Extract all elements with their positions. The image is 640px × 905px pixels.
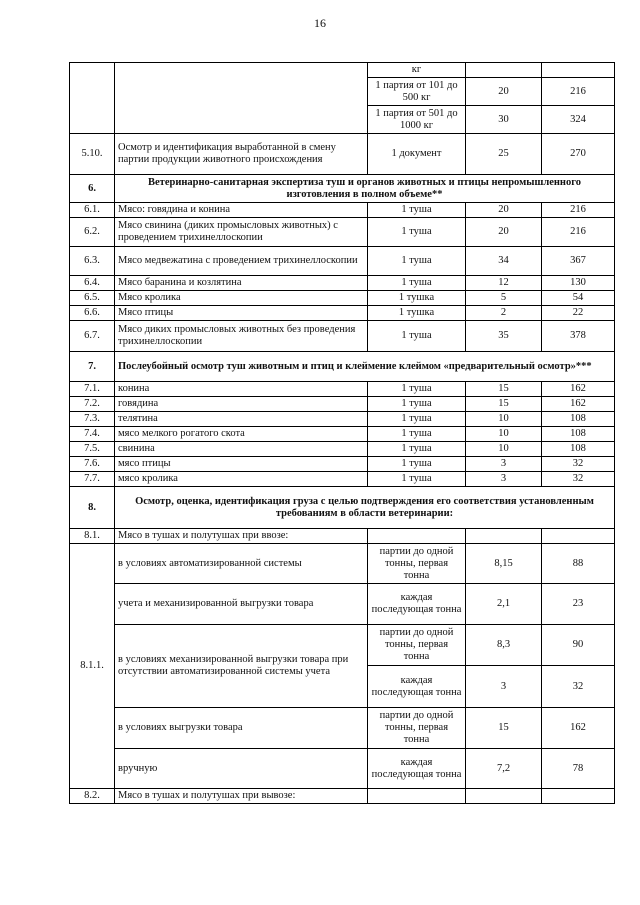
table-row [70, 529, 615, 544]
table-row [70, 203, 615, 218]
unit-cell: партии до одной тонны, первая тонна [368, 625, 466, 666]
value-a-cell: 15 [466, 382, 542, 397]
value-a-cell: 8,3 [466, 625, 542, 666]
unit-cell: 1 туша [368, 321, 466, 352]
num-cell: 7.1. [70, 382, 115, 397]
value-b-cell: 216 [542, 203, 615, 218]
table-row [70, 321, 615, 352]
name-cell: учета и механизированной выгрузки товара [115, 584, 368, 625]
value-a-cell: 10 [466, 412, 542, 427]
table-row [70, 708, 615, 749]
value-b-cell: 162 [542, 382, 615, 397]
num-cell: 6.7. [70, 321, 115, 352]
unit-cell: 1 документ [368, 134, 466, 175]
value-b-cell [542, 63, 615, 78]
table-row [70, 397, 615, 412]
value-a-cell: 20 [466, 203, 542, 218]
unit-cell: 1 тушка [368, 291, 466, 306]
value-b-cell: 108 [542, 412, 615, 427]
name-cell: Мясо птицы [115, 306, 368, 321]
num-cell: 6.6. [70, 306, 115, 321]
table-row [70, 749, 615, 789]
table-row [70, 291, 615, 306]
table-row [70, 247, 615, 276]
section-row [70, 175, 615, 203]
value-a-cell [466, 63, 542, 78]
unit-cell: 1 туша [368, 457, 466, 472]
section-title: Осмотр, оценка, идентификация груза с целью подтверждения его соответствия установленным требованиям в области ветеринарии: [115, 487, 615, 529]
name-cell: Мясо свинина (диких промысловых животных) с проведением трихинеллоскопии [115, 218, 368, 247]
value-a-cell: 30 [466, 106, 542, 134]
name-cell: мясо птицы [115, 457, 368, 472]
name-cell: Осмотр и идентификация выработанной в смену партии продукции животного происхождения [115, 134, 368, 175]
name-cell: Мясо баранина и козлятина [115, 276, 368, 291]
value-b-cell: 270 [542, 134, 615, 175]
table-row [70, 306, 615, 321]
value-b-cell: 367 [542, 247, 615, 276]
unit-cell: 1 туша [368, 218, 466, 247]
name-cell: свинина [115, 442, 368, 457]
value-b-cell [542, 789, 615, 804]
value-a-cell: 2,1 [466, 584, 542, 625]
value-a-cell: 35 [466, 321, 542, 352]
value-b-cell: 23 [542, 584, 615, 625]
num-cell: 6.3. [70, 247, 115, 276]
value-b-cell: 108 [542, 427, 615, 442]
unit-cell: 1 туша [368, 276, 466, 291]
value-b-cell: 378 [542, 321, 615, 352]
value-b-cell: 162 [542, 397, 615, 412]
table-row [70, 789, 615, 804]
section-title: Ветеринарно-санитарная экспертиза туш и органов животных и птицы непромышленного изготовления в полном объеме** [115, 175, 615, 203]
value-b-cell: 130 [542, 276, 615, 291]
num-cell: 6.4. [70, 276, 115, 291]
value-b-cell: 32 [542, 666, 615, 708]
num-cell: 7.5. [70, 442, 115, 457]
unit-cell: 1 туша [368, 397, 466, 412]
name-cell: мясо кролика [115, 472, 368, 487]
value-a-cell: 3 [466, 457, 542, 472]
name-cell: Мясо медвежатина с проведением трихинеллоскопии [115, 247, 368, 276]
value-b-cell: 54 [542, 291, 615, 306]
value-b-cell: 108 [542, 442, 615, 457]
num-cell: 6.1. [70, 203, 115, 218]
name-cell: в условиях механизированной выгрузки товара при отсутствии автоматизированной системы учета [115, 625, 368, 708]
value-a-cell: 25 [466, 134, 542, 175]
table-row [70, 457, 615, 472]
name-cell: конина [115, 382, 368, 397]
name-cell: Мясо диких промысловых животных без проведения трихинеллоскопии [115, 321, 368, 352]
value-a-cell: 5 [466, 291, 542, 306]
value-b-cell: 216 [542, 218, 615, 247]
num-cell: 8.2. [70, 789, 115, 804]
value-a-cell: 20 [466, 218, 542, 247]
unit-cell [368, 789, 466, 804]
section-num: 7. [70, 352, 115, 382]
num-cell: 5.10. [70, 134, 115, 175]
unit-cell: кг [368, 63, 466, 78]
table-row [70, 218, 615, 247]
value-a-cell: 7,2 [466, 749, 542, 789]
num-cell: 6.5. [70, 291, 115, 306]
name-cell: вручную [115, 749, 368, 789]
name-cell: телятина [115, 412, 368, 427]
value-b-cell: 88 [542, 544, 615, 584]
table-row [70, 544, 615, 584]
section-num: 8. [70, 487, 115, 529]
num-cell: 6.2. [70, 218, 115, 247]
section-row [70, 487, 615, 529]
value-a-cell: 8,15 [466, 544, 542, 584]
table-row [70, 412, 615, 427]
num-cell: 8.1.1. [70, 544, 115, 789]
name-cell: Мясо кролика [115, 291, 368, 306]
num-cell: 7.7. [70, 472, 115, 487]
value-b-cell: 32 [542, 472, 615, 487]
name-cell: в условиях автоматизированной системы [115, 544, 368, 584]
value-a-cell: 10 [466, 427, 542, 442]
page-number: 16 [314, 16, 326, 30]
value-b-cell: 162 [542, 708, 615, 749]
value-a-cell: 2 [466, 306, 542, 321]
table-row [70, 625, 615, 666]
num-cell [70, 63, 115, 134]
table-row [70, 442, 615, 457]
num-cell: 7.4. [70, 427, 115, 442]
unit-cell: 1 туша [368, 203, 466, 218]
section-num: 6. [70, 175, 115, 203]
unit-cell: каждая последующая тонна [368, 584, 466, 625]
name-cell: мясо мелкого рогатого скота [115, 427, 368, 442]
section-row [70, 352, 615, 382]
unit-cell: 1 партия от 101 до 500 кг [368, 78, 466, 106]
name-cell: Мясо: говядина и конина [115, 203, 368, 218]
num-cell: 7.3. [70, 412, 115, 427]
unit-cell: 1 туша [368, 472, 466, 487]
unit-cell [368, 529, 466, 544]
tariff-table [69, 62, 615, 804]
value-a-cell: 3 [466, 666, 542, 708]
value-b-cell: 90 [542, 625, 615, 666]
unit-cell: каждая последующая тонна [368, 666, 466, 708]
table-row [70, 472, 615, 487]
section-title: Послеубойный осмотр туш животным и птиц и клеймение клеймом «предварительный осмотр»*** [115, 352, 615, 382]
value-b-cell: 78 [542, 749, 615, 789]
name-cell: говядина [115, 397, 368, 412]
unit-cell: 1 туша [368, 427, 466, 442]
value-b-cell: 216 [542, 78, 615, 106]
value-a-cell: 10 [466, 442, 542, 457]
unit-cell: 1 туша [368, 412, 466, 427]
num-cell: 7.6. [70, 457, 115, 472]
table-row [70, 427, 615, 442]
unit-cell: 1 тушка [368, 306, 466, 321]
table-row [70, 584, 615, 625]
unit-cell: 1 партия от 501 до 1000 кг [368, 106, 466, 134]
table-row [70, 382, 615, 397]
table-row [70, 134, 615, 175]
name-cell: Мясо в тушах и полутушах при ввозе: [115, 529, 368, 544]
num-cell: 7.2. [70, 397, 115, 412]
num-cell: 8.1. [70, 529, 115, 544]
unit-cell: 1 туша [368, 382, 466, 397]
value-b-cell: 22 [542, 306, 615, 321]
value-a-cell: 15 [466, 397, 542, 412]
value-a-cell [466, 789, 542, 804]
value-a-cell [466, 529, 542, 544]
unit-cell: 1 туша [368, 247, 466, 276]
value-b-cell: 324 [542, 106, 615, 134]
unit-cell: 1 туша [368, 442, 466, 457]
table-row [70, 276, 615, 291]
name-cell [115, 63, 368, 134]
value-a-cell: 20 [466, 78, 542, 106]
name-cell: в условиях выгрузки товара [115, 708, 368, 749]
unit-cell: партии до одной тонны, первая тонна [368, 544, 466, 584]
value-a-cell: 3 [466, 472, 542, 487]
name-cell: Мясо в тушах и полутушах при вывозе: [115, 789, 368, 804]
value-a-cell: 15 [466, 708, 542, 749]
value-a-cell: 12 [466, 276, 542, 291]
value-b-cell [542, 529, 615, 544]
unit-cell: партии до одной тонны, первая тонна [368, 708, 466, 749]
unit-cell: каждая последующая тонна [368, 749, 466, 789]
value-b-cell: 32 [542, 457, 615, 472]
table-row [70, 63, 615, 78]
value-a-cell: 34 [466, 247, 542, 276]
